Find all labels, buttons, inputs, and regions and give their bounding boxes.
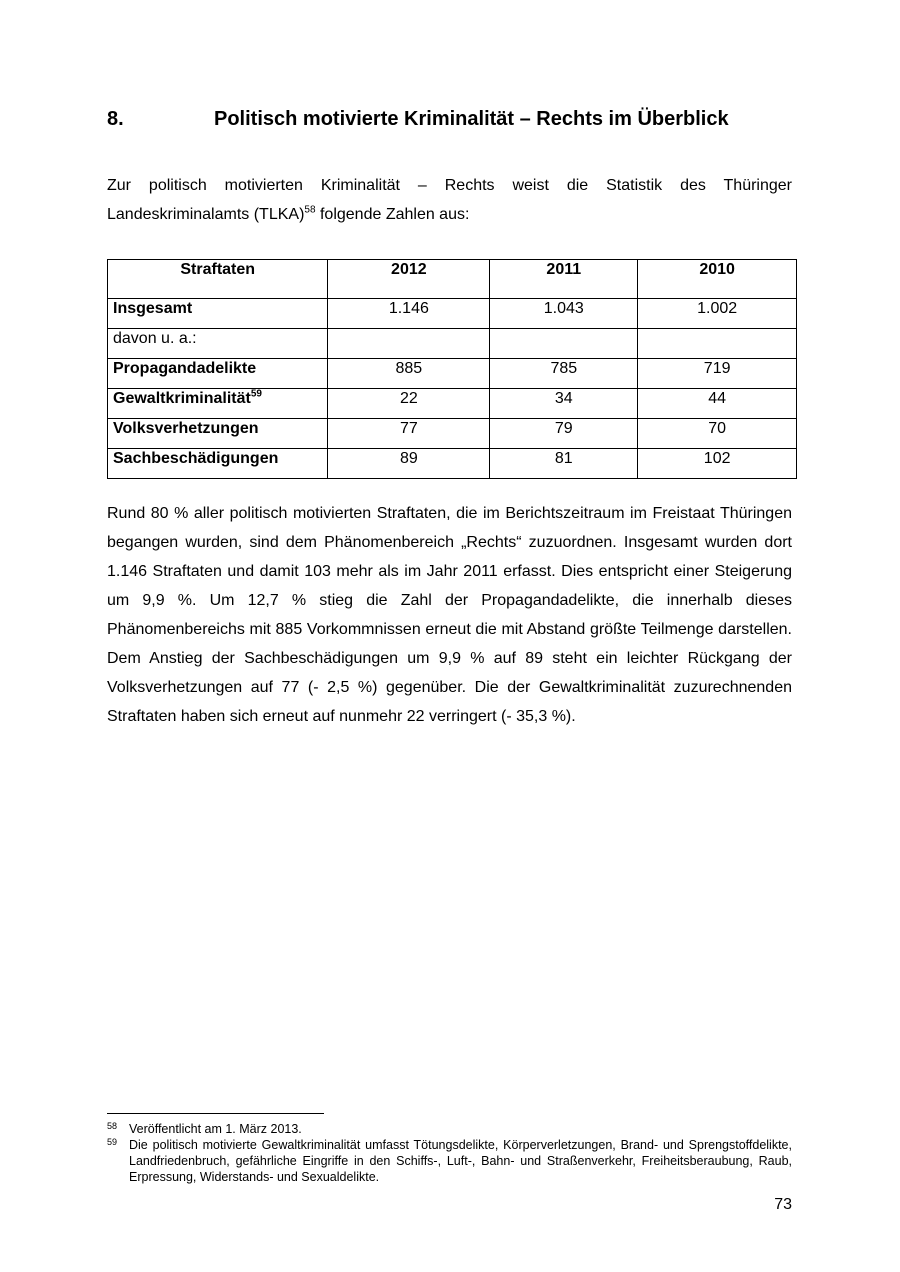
footnote-ref-58[interactable]: 58: [304, 204, 316, 216]
row-label: Gewaltkriminalität: [113, 390, 251, 407]
table-cell: [328, 329, 490, 359]
table-cell: 81: [490, 449, 638, 479]
table-cell: 102: [638, 449, 797, 479]
footnote-mark: 58: [107, 1121, 118, 1131]
table-row: [108, 389, 797, 419]
table-cell: 77: [328, 419, 490, 449]
table-row: [108, 299, 797, 329]
section-title: Politisch motivierte Kriminalität – Rechts im Überblick: [214, 108, 729, 130]
footnote-text: Veröffentlicht am 1. März 2013.: [129, 1122, 302, 1136]
table-cell: 1.146: [328, 299, 490, 329]
body-paragraph: Rund 80 % aller politisch motivierten Straftaten, die im Berichtszeitraum im Freistaat Thüringen begangen wurden, sind dem Phänomenbereich „Rechts“ zuzuordnen. Insgesamt wurden dort 1.146 Straftaten und damit 103 mehr als im Jahr 2011 erfasst. Dies entspricht einer Steigerung um 9,9 %. Um 12,7 % stieg die Zahl der Propagandadelikte, die innerhalb dieses Phänomenbereichs mit 885 Vorkommnissen erneut die mit Abstand größte Teilmenge darstellen. Dem Anstieg der Sachbeschädigungen um 9,9 % auf 89 steht ein leichter Rückgang der Volksverhetzungen auf 77 (- 2,5 %) gegenüber. Die der Gewaltkriminalität zuzurechnenden Straftaten haben sich erneut auf nunmehr 22 verringert (- 35,3 %).: [107, 505, 792, 725]
row-label: Insgesamt: [108, 299, 328, 329]
table-cell: 885: [328, 359, 490, 389]
row-label: davon u. a.:: [108, 329, 328, 359]
row-label: Sachbeschädigungen: [108, 449, 328, 479]
table-cell: 34: [490, 389, 638, 419]
footnote-59: [107, 1137, 792, 1185]
table-cell: 1.043: [490, 299, 638, 329]
intro-text: Zur politisch motivierten Kriminalität – Rechts weist die Statistik des Thüringer Landeskriminalamts (TLKA): [107, 177, 792, 223]
footnote-mark: 59: [107, 1137, 118, 1147]
crime-statistics-table: [107, 259, 797, 479]
row-label: Propagandadelikte: [108, 359, 328, 389]
table-row: [108, 449, 797, 479]
header-2011: 2011: [490, 260, 638, 299]
header-2012: 2012: [328, 260, 490, 299]
table-header-row: [108, 260, 797, 299]
row-label: Volksverhetzungen: [108, 419, 328, 449]
table-cell: 44: [638, 389, 797, 419]
table-cell: 89: [328, 449, 490, 479]
table-cell: [638, 329, 797, 359]
table-row: [108, 419, 797, 449]
row-label-cell: [108, 389, 328, 419]
footnote-ref-59[interactable]: 59: [250, 388, 262, 400]
footnotes: [107, 1121, 792, 1185]
table-row: [108, 359, 797, 389]
table-cell: [490, 329, 638, 359]
section-heading: [107, 108, 807, 134]
table-cell: 785: [490, 359, 638, 389]
table-cell: 70: [638, 419, 797, 449]
section-number: 8.: [107, 108, 124, 130]
header-straftaten: Straftaten: [108, 260, 328, 299]
table-cell: 1.002: [638, 299, 797, 329]
intro-paragraph: [107, 171, 792, 229]
intro-text-after: folgende Zahlen aus:: [315, 206, 470, 223]
table-row: [108, 329, 797, 359]
table-cell: 22: [328, 389, 490, 419]
table-cell: 79: [490, 419, 638, 449]
header-2010: 2010: [638, 260, 797, 299]
footnote-58: [107, 1121, 792, 1137]
table-cell: 719: [638, 359, 797, 389]
footnote-divider: [107, 1113, 324, 1114]
footnote-text: Die politisch motivierte Gewaltkriminalität umfasst Tötungsdelikte, Körperverletzungen, Brand- und Sprengstoffdelikte, Landfriedenbruch, gefährliche Eingriffe in den Schiffs-, Luft-, Bahn- und Straßenverkehr, Freiheitsberaubung, Raub, Erpressung, Widerstands- und Sexualdelikte.: [129, 1138, 792, 1184]
page-number: 73: [774, 1196, 792, 1213]
